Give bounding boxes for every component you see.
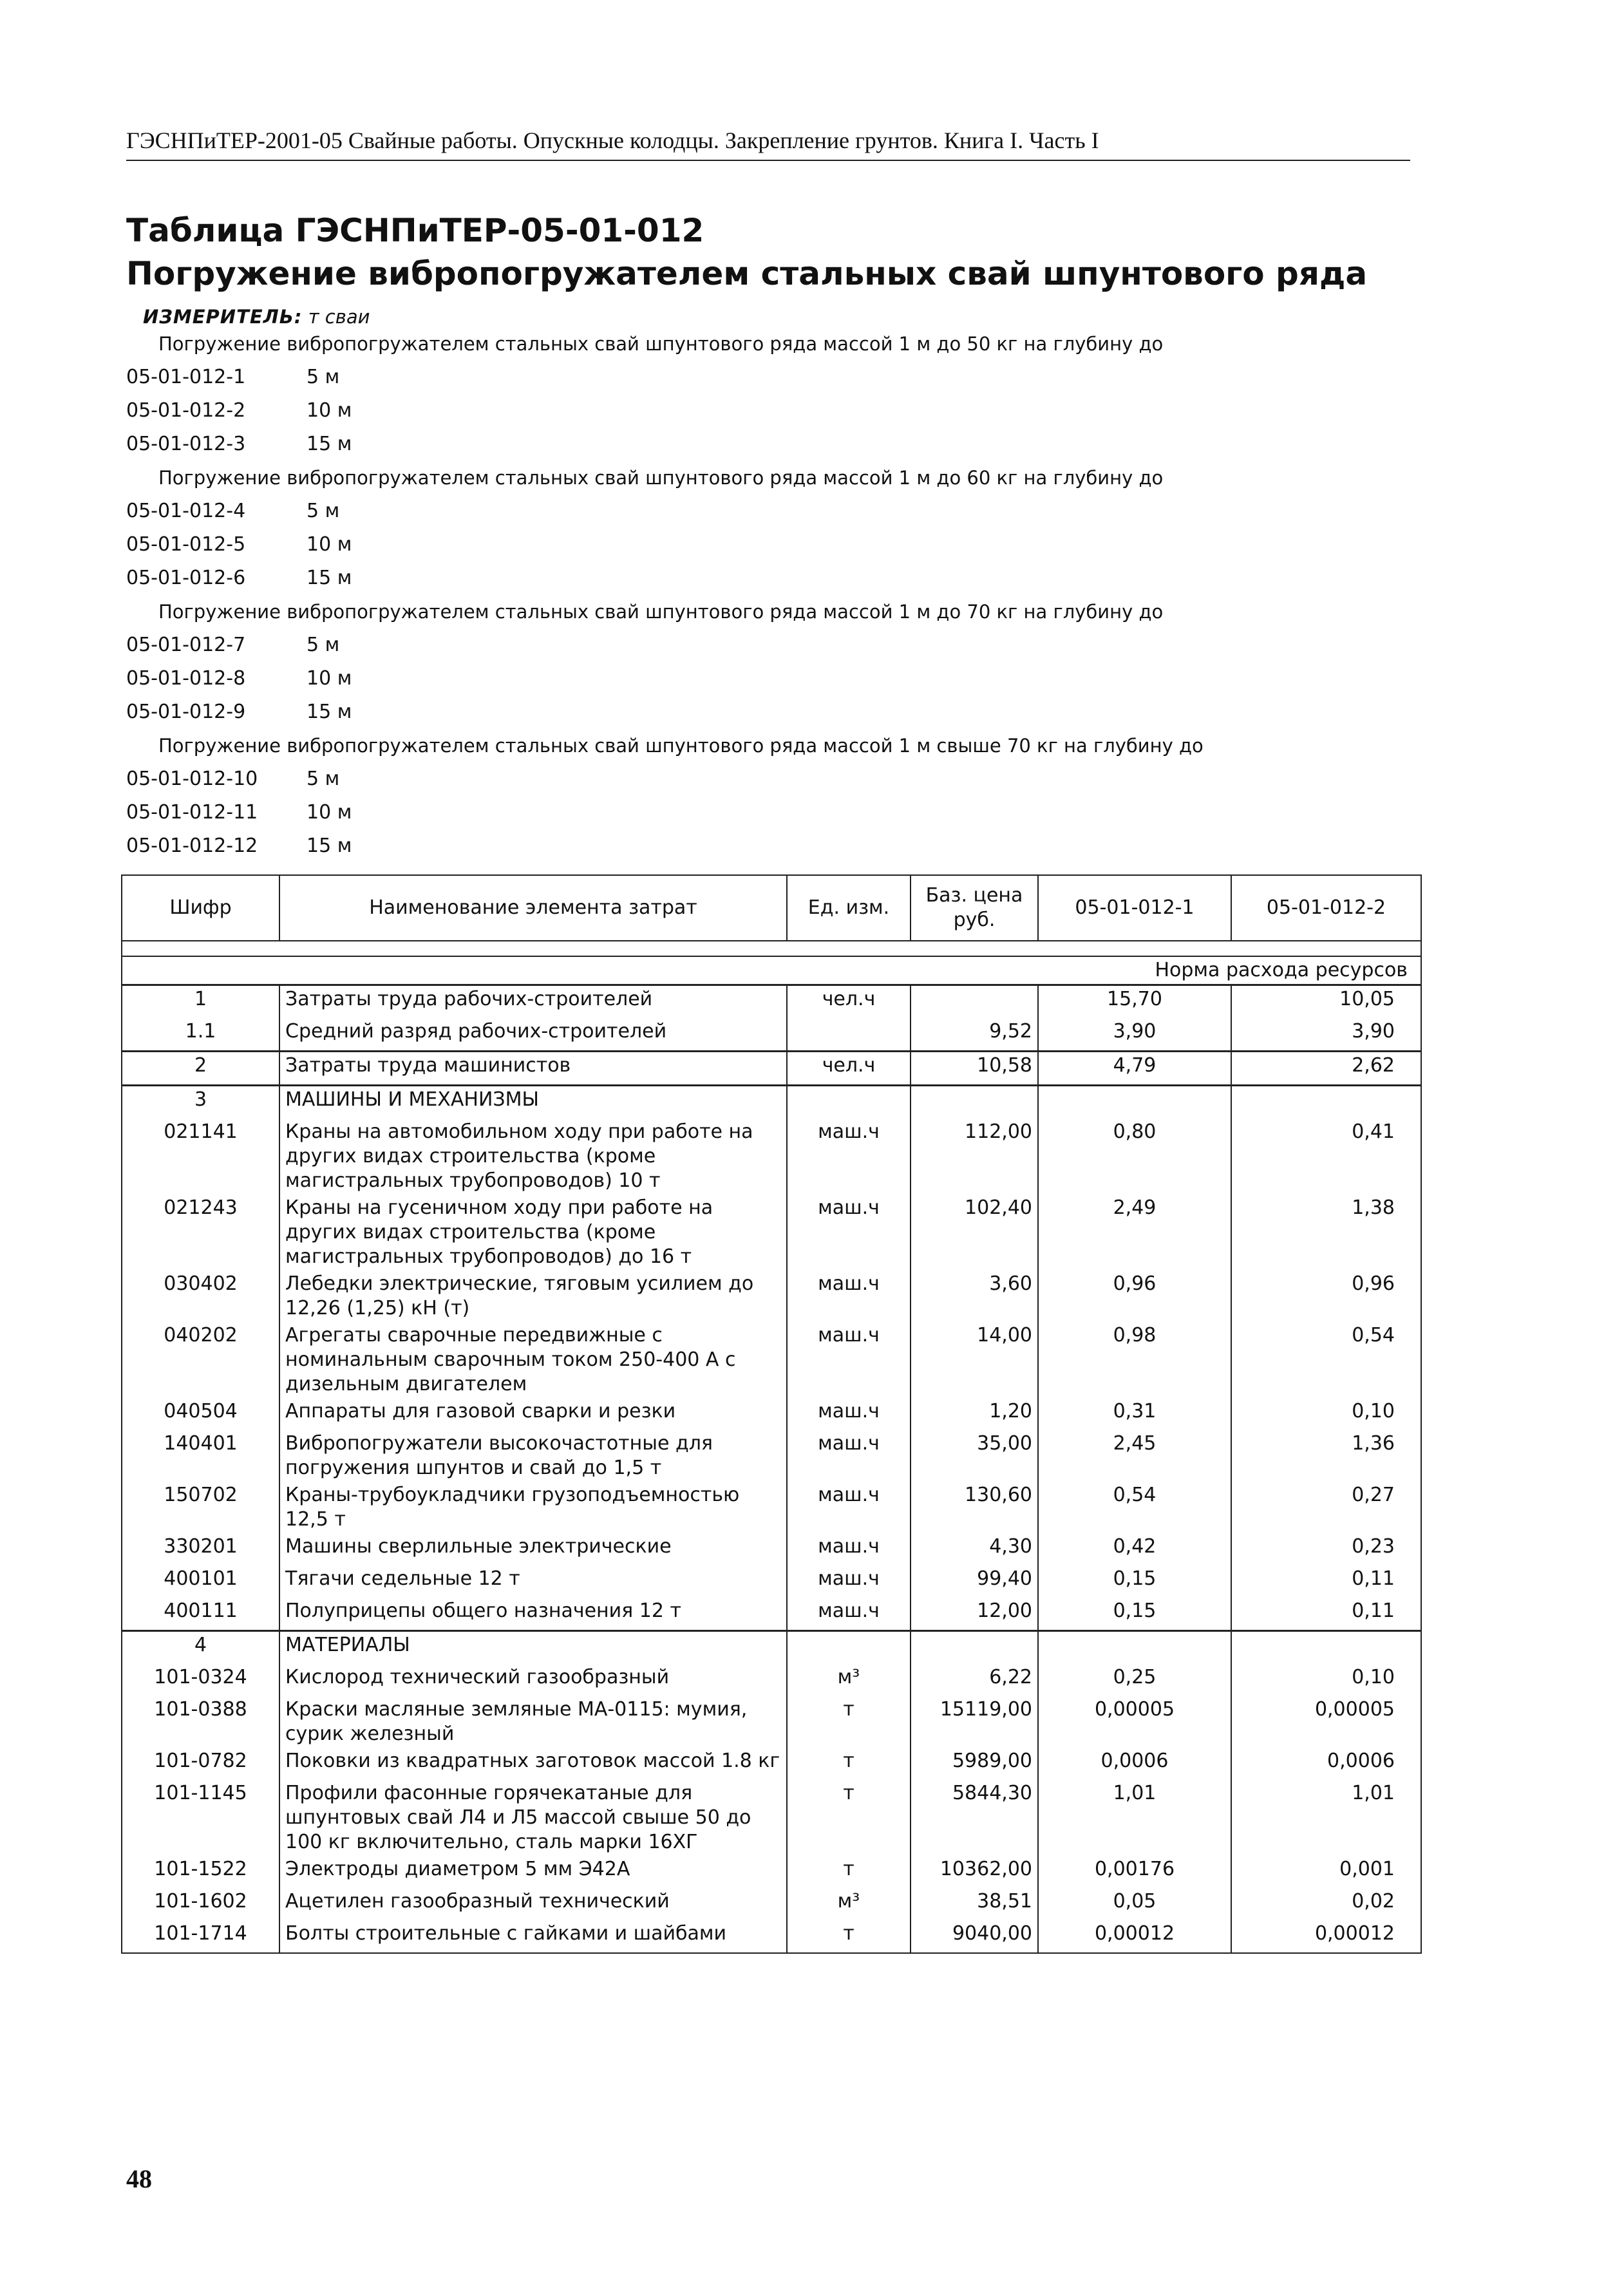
header-col2: 05-01-012-2 [1231, 875, 1421, 941]
group-item-depth: 5 м [307, 500, 340, 522]
cell-code: 1.1 [122, 1018, 279, 1052]
cell-price: 99,40 [911, 1565, 1038, 1598]
group-item-code: 05-01-012-3 [126, 433, 246, 455]
cell-v1: 0,80 [1038, 1119, 1231, 1195]
cell-v1: 4,79 [1038, 1052, 1231, 1086]
cell-name: Тягачи седельные 12 т [279, 1565, 787, 1598]
cell-v1: 2,49 [1038, 1195, 1231, 1271]
cell-code: 030402 [122, 1271, 279, 1322]
cell-v1: 0,00005 [1038, 1696, 1231, 1748]
cell-unit [787, 1631, 911, 1665]
cell-v1: 0,15 [1038, 1598, 1231, 1631]
cell-v1: 0,0006 [1038, 1748, 1231, 1780]
cell-v2 [1231, 1086, 1421, 1119]
cell-code: 4 [122, 1631, 279, 1665]
cell-v1: 0,05 [1038, 1888, 1231, 1920]
cell-code: 2 [122, 1052, 279, 1086]
cell-unit: маш.ч [787, 1322, 911, 1398]
cell-price: 4,30 [911, 1533, 1038, 1565]
cell-v2: 0,00012 [1231, 1920, 1421, 1953]
table-row [122, 1696, 1421, 1748]
cell-v1: 2,45 [1038, 1430, 1231, 1482]
group-item-depth: 10 м [307, 667, 352, 690]
cell-name: Краски масляные земляные МА-0115: мумия, сурик железный [279, 1696, 787, 1748]
cell-v2: 0,96 [1231, 1271, 1421, 1322]
cell-name: Поковки из квадратных заготовок массой 1.8 кг [279, 1748, 787, 1780]
group-item-code: 05-01-012-2 [126, 399, 246, 422]
table-row [122, 1271, 1421, 1322]
group-item [126, 361, 1414, 394]
measure-label: ИЗМЕРИТЕЛЬ: [143, 306, 303, 328]
measure-value: т сваи [308, 306, 370, 328]
group-item-code: 05-01-012-1 [126, 366, 246, 388]
cell-v2: 1,36 [1231, 1430, 1421, 1482]
group-item-code: 05-01-012-11 [126, 801, 258, 824]
cell-code: 101-0324 [122, 1664, 279, 1696]
table-row [122, 1856, 1421, 1888]
group-item-depth: 15 м [307, 433, 352, 455]
cell-v1: 0,42 [1038, 1533, 1231, 1565]
table-row [122, 1322, 1421, 1398]
cell-code: 040504 [122, 1398, 279, 1430]
group-item [126, 628, 1414, 662]
cell-v2: 0,23 [1231, 1533, 1421, 1565]
cell-unit: маш.ч [787, 1430, 911, 1482]
cell-unit: маш.ч [787, 1565, 911, 1598]
cell-v1 [1038, 1631, 1231, 1665]
cell-v2: 0,27 [1231, 1482, 1421, 1533]
table-row [122, 1631, 1421, 1665]
cell-v2: 0,41 [1231, 1119, 1421, 1195]
cell-code: 101-1602 [122, 1888, 279, 1920]
cell-name: Болты строительные с гайками и шайбами [279, 1920, 787, 1953]
table-row [122, 1888, 1421, 1920]
cell-v2: 1,01 [1231, 1780, 1421, 1856]
cell-v2 [1231, 1631, 1421, 1665]
cell-name: Агрегаты сварочные передвижные с номинальным сварочным током 250-400 А с дизельным двигателем [279, 1322, 787, 1398]
cell-price: 130,60 [911, 1482, 1038, 1533]
table-row [122, 1398, 1421, 1430]
cell-unit: маш.ч [787, 1598, 911, 1631]
cell-price: 35,00 [911, 1430, 1038, 1482]
cell-v2: 0,00005 [1231, 1696, 1421, 1748]
cell-unit: м³ [787, 1888, 911, 1920]
cell-unit: маш.ч [787, 1533, 911, 1565]
cell-price: 15119,00 [911, 1696, 1038, 1748]
cell-price [911, 985, 1038, 1019]
cell-code: 400101 [122, 1565, 279, 1598]
cell-name: Краны-трубоукладчики грузоподъемностью 12,5 т [279, 1482, 787, 1533]
cell-code: 101-1522 [122, 1856, 279, 1888]
cell-v1: 0,25 [1038, 1664, 1231, 1696]
group-item-depth: 10 м [307, 801, 352, 824]
table-row [122, 1430, 1421, 1482]
cell-name: Лебедки электрические, тяговым усилием до 12,26 (1,25) кН (т) [279, 1271, 787, 1322]
group-heading: Погружение вибропогружателем стальных свай шпунтового ряда массой 1 м до 50 кг на глубину до [158, 333, 1164, 355]
running-head: ГЭСНПиТЕР-2001-05 Свайные работы. Опускные колодцы. Закрепление грунтов. Книга I. Часть I [126, 126, 1410, 161]
cell-unit: маш.ч [787, 1482, 911, 1533]
cell-unit: маш.ч [787, 1398, 911, 1430]
group-item-depth: 10 м [307, 533, 352, 556]
group-item-code: 05-01-012-7 [126, 634, 246, 656]
cell-price: 10,58 [911, 1052, 1038, 1086]
work-groups [126, 327, 1414, 863]
table-header-row [122, 875, 1421, 941]
cell-unit: т [787, 1696, 911, 1748]
cell-v2: 0,02 [1231, 1888, 1421, 1920]
norms-table [121, 874, 1422, 1954]
cell-name: Краны на гусеничном ходу при работе на других видах строительства (кроме магистральных трубопроводов) до 16 т [279, 1195, 787, 1271]
cell-code: 101-1714 [122, 1920, 279, 1953]
table-row [122, 1195, 1421, 1271]
group-item [126, 562, 1414, 595]
group-item-depth: 15 м [307, 835, 352, 857]
norm-label: Норма расхода ресурсов [122, 956, 1421, 985]
cell-name: Средний разряд рабочих-строителей [279, 1018, 787, 1052]
cell-name: МАТЕРИАЛЫ [279, 1631, 787, 1665]
cell-unit: чел.ч [787, 985, 911, 1019]
cell-v1: 0,98 [1038, 1322, 1231, 1398]
cell-unit: маш.ч [787, 1195, 911, 1271]
cell-price [911, 1086, 1038, 1119]
cell-price: 10362,00 [911, 1856, 1038, 1888]
cell-name: Полуприцепы общего назначения 12 т [279, 1598, 787, 1631]
cell-name: Краны на автомобильном ходу при работе на других видах строительства (кроме магистральных трубопроводов) 10 т [279, 1119, 787, 1195]
cell-price: 102,40 [911, 1195, 1038, 1271]
cell-unit: т [787, 1780, 911, 1856]
cell-price: 12,00 [911, 1598, 1038, 1631]
table-row [122, 985, 1421, 1019]
measure-line [143, 306, 370, 328]
table-row [122, 1664, 1421, 1696]
cell-v1: 1,01 [1038, 1780, 1231, 1856]
group-item-code: 05-01-012-10 [126, 768, 258, 790]
cell-price: 6,22 [911, 1664, 1038, 1696]
header-code: Шифр [122, 875, 279, 941]
cell-price: 3,60 [911, 1271, 1038, 1322]
group-heading: Погружение вибропогружателем стальных свай шпунтового ряда массой 1 м до 70 кг на глубину до [158, 601, 1164, 623]
cell-v2: 0,0006 [1231, 1748, 1421, 1780]
group-item [126, 829, 1414, 863]
table-row [122, 1780, 1421, 1856]
group-item [126, 495, 1414, 528]
table-row [122, 1565, 1421, 1598]
cell-v1: 0,15 [1038, 1565, 1231, 1598]
cell-v1 [1038, 1086, 1231, 1119]
group-item-code: 05-01-012-6 [126, 567, 246, 589]
cell-code: 330201 [122, 1533, 279, 1565]
cell-v2: 1,38 [1231, 1195, 1421, 1271]
cell-unit: т [787, 1748, 911, 1780]
cell-price: 112,00 [911, 1119, 1038, 1195]
cell-price [911, 1631, 1038, 1665]
cell-code: 040202 [122, 1322, 279, 1398]
cell-price: 1,20 [911, 1398, 1038, 1430]
cell-name: Ацетилен газообразный технический [279, 1888, 787, 1920]
cell-name: Кислород технический газообразный [279, 1664, 787, 1696]
group-item [126, 662, 1414, 695]
cell-code: 140401 [122, 1430, 279, 1482]
cell-unit: т [787, 1856, 911, 1888]
cell-name: Машины сверлильные электрические [279, 1533, 787, 1565]
cell-price: 5989,00 [911, 1748, 1038, 1780]
cell-unit [787, 1018, 911, 1052]
group-item-code: 05-01-012-4 [126, 500, 246, 522]
group-item [126, 528, 1414, 562]
group-item [126, 394, 1414, 428]
cell-v2: 0,11 [1231, 1598, 1421, 1631]
cell-unit: м³ [787, 1664, 911, 1696]
cell-v1: 15,70 [1038, 985, 1231, 1019]
cell-price: 38,51 [911, 1888, 1038, 1920]
cell-v1: 0,00012 [1038, 1920, 1231, 1953]
group-item-depth: 15 м [307, 567, 352, 589]
cell-v1: 3,90 [1038, 1018, 1231, 1052]
cell-unit: маш.ч [787, 1119, 911, 1195]
cell-v1: 0,96 [1038, 1271, 1231, 1322]
cell-unit: т [787, 1920, 911, 1953]
cell-code: 1 [122, 985, 279, 1019]
table-row [122, 1052, 1421, 1086]
cell-price: 14,00 [911, 1322, 1038, 1398]
group-item-depth: 5 м [307, 366, 340, 388]
group-item-code: 05-01-012-5 [126, 533, 246, 556]
cell-v2: 3,90 [1231, 1018, 1421, 1052]
cell-price: 9,52 [911, 1018, 1038, 1052]
group-item-code: 05-01-012-12 [126, 835, 258, 857]
table-title: Таблица ГЭСНПиТЕР-05-01-012 [126, 212, 704, 249]
group-item [126, 796, 1414, 829]
cell-unit: маш.ч [787, 1271, 911, 1322]
cell-v2: 0,11 [1231, 1565, 1421, 1598]
cell-v1: 0,00176 [1038, 1856, 1231, 1888]
cell-unit: чел.ч [787, 1052, 911, 1086]
cell-v2: 0,54 [1231, 1322, 1421, 1398]
table-subtitle: Погружение вибропогружателем стальных свай шпунтового ряда [126, 255, 1368, 292]
group-heading: Погружение вибропогружателем стальных свай шпунтового ряда массой 1 м до 60 кг на глубину до [158, 467, 1164, 489]
header-price: Баз. цена руб. [911, 875, 1038, 941]
table-row [122, 1018, 1421, 1052]
cell-unit [787, 1086, 911, 1119]
page-number: 48 [126, 2164, 152, 2193]
table-row [122, 1086, 1421, 1119]
table-row [122, 1598, 1421, 1631]
table-row [122, 1119, 1421, 1195]
header-name: Наименование элемента затрат [279, 875, 787, 941]
cell-code: 101-1145 [122, 1780, 279, 1856]
cell-price: 5844,30 [911, 1780, 1038, 1856]
table-row [122, 1920, 1421, 1953]
group-item [126, 762, 1414, 796]
cell-v1: 0,54 [1038, 1482, 1231, 1533]
cell-name: Аппараты для газовой сварки и резки [279, 1398, 787, 1430]
group-item-depth: 15 м [307, 701, 352, 723]
group-item-depth: 10 м [307, 399, 352, 422]
cell-name: Затраты труда рабочих-строителей [279, 985, 787, 1019]
table-row [122, 1482, 1421, 1533]
header-col1: 05-01-012-1 [1038, 875, 1231, 941]
cell-v2: 0,001 [1231, 1856, 1421, 1888]
cell-v2: 0,10 [1231, 1398, 1421, 1430]
cell-code: 101-0782 [122, 1748, 279, 1780]
group-item-depth: 5 м [307, 768, 340, 790]
cell-name: Затраты труда машинистов [279, 1052, 787, 1086]
cell-name: Профили фасонные горячекатаные для шпунтовых свай Л4 и Л5 массой свыше 50 до 100 кг включительно, сталь марки 16ХГ [279, 1780, 787, 1856]
group-item-depth: 5 м [307, 634, 340, 656]
group-item [126, 695, 1414, 729]
cell-v2: 0,10 [1231, 1664, 1421, 1696]
cell-name: Вибропогружатели высокочастотные для погружения шпунтов и свай до 1,5 т [279, 1430, 787, 1482]
cell-v2: 2,62 [1231, 1052, 1421, 1086]
norm-label-row [122, 956, 1421, 985]
cell-code: 021243 [122, 1195, 279, 1271]
spacer-row [122, 941, 1421, 956]
cell-v2: 10,05 [1231, 985, 1421, 1019]
cell-code: 101-0388 [122, 1696, 279, 1748]
cell-price: 9040,00 [911, 1920, 1038, 1953]
table-row [122, 1533, 1421, 1565]
cell-code: 400111 [122, 1598, 279, 1631]
group-item [126, 428, 1414, 461]
cell-v1: 0,31 [1038, 1398, 1231, 1430]
cell-code: 3 [122, 1086, 279, 1119]
header-unit: Ед. изм. [787, 875, 911, 941]
cell-name: МАШИНЫ И МЕХАНИЗМЫ [279, 1086, 787, 1119]
table-row [122, 1748, 1421, 1780]
group-item-code: 05-01-012-9 [126, 701, 246, 723]
cell-code: 150702 [122, 1482, 279, 1533]
cell-name: Электроды диаметром 5 мм Э42А [279, 1856, 787, 1888]
cell-code: 021141 [122, 1119, 279, 1195]
group-item-code: 05-01-012-8 [126, 667, 246, 690]
group-heading: Погружение вибропогружателем стальных свай шпунтового ряда массой 1 м свыше 70 кг на глубину до [158, 735, 1204, 757]
